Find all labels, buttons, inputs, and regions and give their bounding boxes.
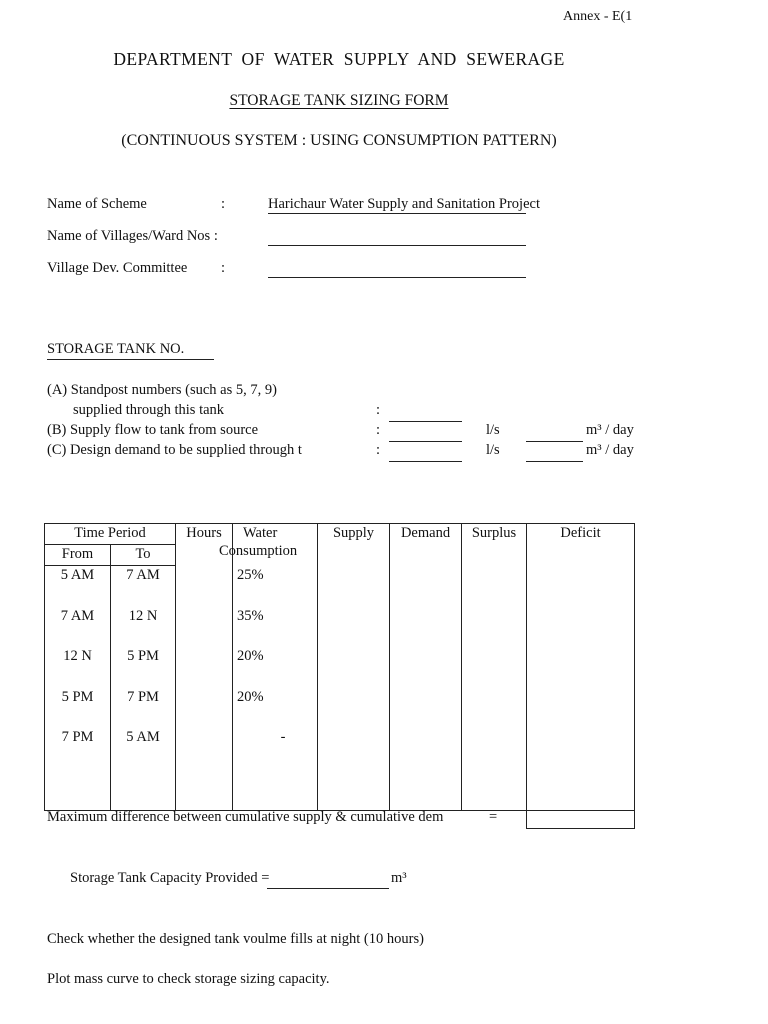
question-a-colon: :: [376, 402, 381, 418]
row-supply[interactable]: [318, 647, 390, 688]
capacity-field[interactable]: [267, 888, 389, 889]
scheme-name-colon: :: [221, 196, 226, 212]
row-hours[interactable]: [176, 647, 233, 688]
form-title: STORAGE TANK SIZING FORM: [229, 92, 449, 109]
villages-field[interactable]: [268, 228, 526, 246]
header-supply: Supply: [318, 524, 390, 566]
row-hours[interactable]: [176, 769, 233, 811]
plot-note: Plot mass curve to check storage sizing capacity.: [47, 971, 330, 987]
check-note: Check whether the designed tank voulme fills at night (10 hours): [47, 931, 424, 947]
row-from: 5 PM: [45, 688, 111, 729]
supply-flow-ls-field[interactable]: [389, 441, 462, 442]
row-deficit[interactable]: [527, 688, 635, 729]
consumption-table: [44, 523, 635, 811]
row-deficit[interactable]: [527, 566, 635, 607]
row-supply[interactable]: [318, 607, 390, 648]
header-hours: Hours: [176, 524, 233, 566]
row-consumption: 35%: [233, 607, 318, 648]
row-consumption[interactable]: [233, 769, 318, 811]
header-surplus: Surplus: [462, 524, 527, 566]
design-demand-unit-m3: m³ / day: [586, 442, 634, 458]
row-from: 7 AM: [45, 607, 111, 648]
row-to: 7 PM: [111, 688, 176, 729]
annex-label: Annex - E(1: [563, 9, 633, 24]
header-time-period: Time Period: [45, 524, 176, 545]
row-demand[interactable]: [390, 647, 462, 688]
question-c-colon: :: [376, 442, 381, 458]
row-hours[interactable]: [176, 566, 233, 607]
row-to: 5 AM: [111, 728, 176, 769]
supply-flow-unit-m3: m³ / day: [586, 422, 634, 438]
question-a-line1: (A) Standpost numbers (such as 5, 7, 9): [47, 382, 277, 398]
table-row: [45, 728, 635, 769]
row-surplus[interactable]: [462, 769, 527, 811]
header-from: From: [45, 545, 111, 566]
row-surplus[interactable]: [462, 688, 527, 729]
row-demand[interactable]: [390, 607, 462, 648]
supply-flow-m3-field[interactable]: [526, 441, 583, 442]
row-demand[interactable]: [390, 688, 462, 729]
row-hours[interactable]: [176, 688, 233, 729]
capacity-unit: m³: [391, 870, 407, 886]
row-hours[interactable]: [176, 728, 233, 769]
row-demand[interactable]: [390, 566, 462, 607]
scheme-name-label: Name of Scheme: [47, 196, 147, 212]
table-row: [45, 647, 635, 688]
header-to: To: [111, 545, 176, 566]
storage-tank-no-label: STORAGE TANK NO.: [47, 341, 214, 360]
header-water-consumption: [219, 524, 318, 566]
row-consumption: -: [233, 728, 318, 769]
row-supply[interactable]: [318, 688, 390, 729]
row-supply[interactable]: [318, 566, 390, 607]
supply-flow-unit-ls: l/s: [486, 422, 500, 438]
max-difference-equals: =: [489, 809, 498, 825]
scheme-name-field[interactable]: Harichaur Water Supply and Sanitation Project: [268, 196, 540, 212]
row-supply[interactable]: [318, 728, 390, 769]
standpost-numbers-field[interactable]: [389, 421, 462, 422]
question-b: (B) Supply flow to tank from source: [47, 422, 259, 438]
vdc-field[interactable]: [268, 260, 526, 278]
row-deficit[interactable]: [527, 607, 635, 648]
row-demand[interactable]: [390, 728, 462, 769]
row-deficit[interactable]: [527, 647, 635, 688]
row-to[interactable]: [111, 769, 176, 811]
max-difference-box[interactable]: [526, 787, 635, 829]
row-consumption: 20%: [233, 647, 318, 688]
vdc-colon: :: [221, 260, 226, 276]
row-hours[interactable]: [176, 607, 233, 648]
max-difference-label: Maximum difference between cumulative supply & cumulative dem: [47, 809, 444, 825]
row-from: 5 AM: [45, 566, 111, 607]
row-to: 7 AM: [111, 566, 176, 607]
row-supply[interactable]: [318, 769, 390, 811]
capacity-label: Storage Tank Capacity Provided =: [70, 870, 270, 886]
row-consumption: 25%: [233, 566, 318, 607]
design-demand-m3-field[interactable]: [526, 461, 583, 462]
question-c: (C) Design demand to be supplied through t: [47, 442, 302, 458]
villages-label: Name of Villages/Ward Nos :: [47, 228, 218, 244]
design-demand-unit-ls: l/s: [486, 442, 500, 458]
row-surplus[interactable]: [462, 647, 527, 688]
question-b-colon: :: [376, 422, 381, 438]
row-to: 5 PM: [111, 647, 176, 688]
form-subtitle: (CONTINUOUS SYSTEM : USING CONSUMPTION PATTERN): [121, 132, 557, 149]
row-from[interactable]: [45, 769, 111, 811]
row-deficit[interactable]: [527, 728, 635, 769]
row-consumption: 20%: [233, 688, 318, 729]
row-to: 12 N: [111, 607, 176, 648]
row-surplus[interactable]: [462, 607, 527, 648]
row-from: 12 N: [45, 647, 111, 688]
table-row: [45, 566, 635, 607]
design-demand-ls-field[interactable]: [389, 461, 462, 462]
department-title: DEPARTMENT OF WATER SUPPLY AND SEWERAGE: [113, 49, 565, 69]
row-from: 7 PM: [45, 728, 111, 769]
header-demand: Demand: [390, 524, 462, 566]
header-water: Water: [243, 525, 278, 541]
table-row: [45, 607, 635, 648]
question-a-line2: supplied through this tank: [73, 402, 225, 418]
header-consumption: Consumption: [219, 543, 298, 559]
header-deficit: Deficit: [527, 524, 635, 566]
table-row: [45, 688, 635, 729]
vdc-label: Village Dev. Committee: [47, 260, 188, 276]
row-demand[interactable]: [390, 769, 462, 811]
row-surplus[interactable]: [462, 566, 527, 607]
row-surplus[interactable]: [462, 728, 527, 769]
